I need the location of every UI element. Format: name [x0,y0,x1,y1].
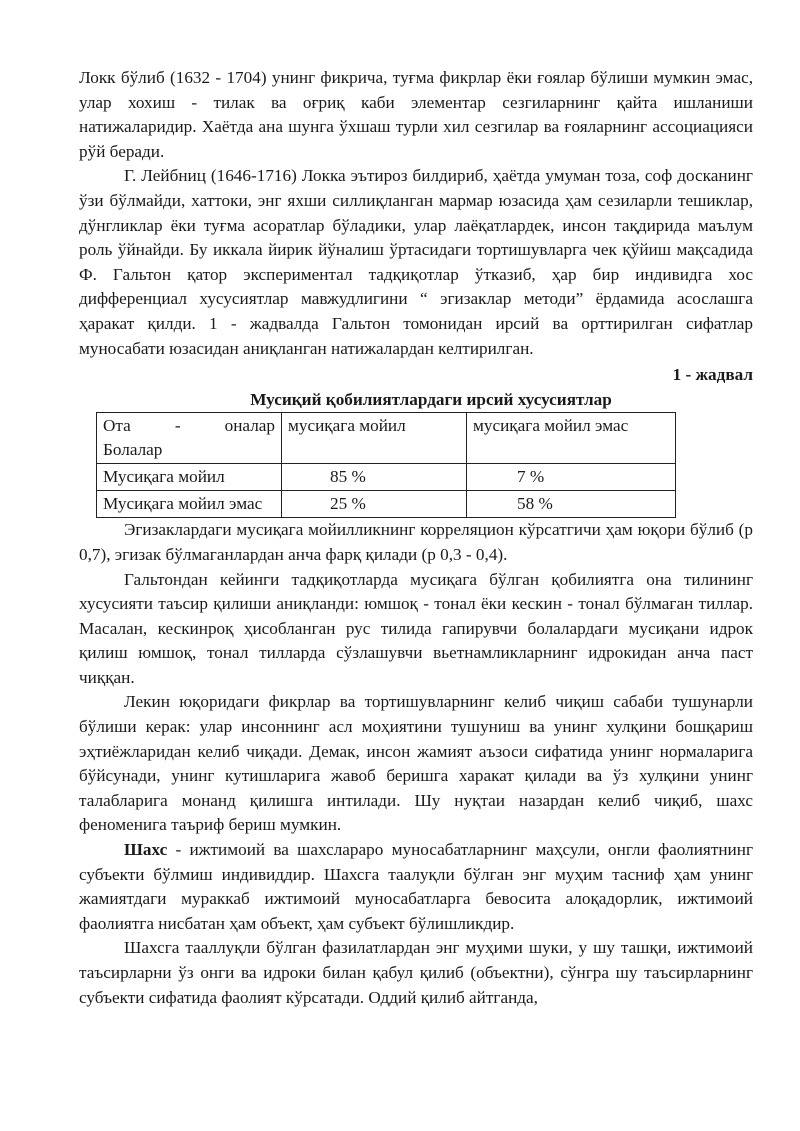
paragraph-personality-qualities: Шахсга тааллуқли бўлган фазилатлардан энг муҳими шуки, у шу ташқи, ижтимоий таъсирларни ўз онги ва идроки билан қабул қилиб (объектни), сўнгра шу таъсирларнинг субъекти сифатида фаолият кўрсатади. Оддий қилиб айтганда, [79,938,753,1007]
heredity-table [96,412,676,518]
table-row-label: Мусиқага мойил эмас [97,491,282,518]
table-number: 1 - жадвал [672,365,753,385]
paragraph-galton-followup: Гальтондан кейинги тадқиқотларда мусиқага бўлган қобилиятга она тилининг хусусияти таъсир қилиши аниқланди: юмшоқ - тонал ёки кескин - тонал бўлмаган тиллар. Масалан, кескинроқ ҳисобланган рус тилида гапирувчи болалардаги мусиқани идрок қилиш юмшоқ, тонал тилларда сўзлашувчи вьетнамликларнинг идрокидан анча паст чиққан. [79,569,753,687]
table-corner-cell [97,413,282,464]
personality-definition-text: - ижтимоий ва шахслараро муносабатларнинг маҳсули, онгли фаолиятнинг субъекти бўлмиш индивиддир. Шахсга таалуқли бўлган энг муҳим тасниф ҳам унинг жамиятдаги мураккаб ижтимоий муносабатларга бевосита алоқадорлик, ижтимоий фаолиятга нисбатан ҳам объект, ҳам субъект бўлишликдир. [79,840,753,933]
table-row [97,491,676,518]
corner-parents-label: Ота [103,416,131,436]
term-personality: Шахс [124,840,168,860]
paragraph-leibniz: Г. Лейбниц (1646-1716) Локка эътироз билдириб, ҳаётда умуман тоза, соф досканинг ўзи бўлмайди, хаттоки, энг яхши силлиқланган мармар юзасида ҳам сезиларли тешиклар, дўнгликлар ёки туғма асоратлар бўладики, улар лаёқатлардек, инсон тақдирида маълум роль ўйнайди. Бу иккала йирик йўналиш ўртасидаги тортишувларга чек қўйиш мақсадида Ф. Гальтон қатор экспериментал тадқиқотлар ўтказиб, ҳар бир индивидга хос дифференциал хусусиятлар мавжудлигини “ эгизаклар методи” ёрдамида асослашга ҳаракат қилди. 1 - жадвалда Гальтон томонидан ирсий ва орттирилган сифатлар муносабати юзасидан аниқланган натижалардан келтирилган. [79,166,753,358]
table-row-label: Мусиқага мойил [97,464,282,491]
table-header-row [97,413,676,464]
table-cell: 7 % [467,464,676,491]
table-cell: 58 % [467,491,676,518]
table-title: Мусиқий қобилиятлардаги ирсий хусусиятлар [250,389,612,409]
paragraph-reasons: Лекин юқоридаги фикрлар ва тортишувларнинг келиб чиқиш сабаби тушунарли бўлиши керак: улар инсоннинг асл моҳиятини тушуниш ва унинг хулқини бошқариш эҳтиёжларидан келиб чиқади. Демак, инсон жамият аъзоси сифатида унинг нормаларига бўйсунади, унинг кутишларига жавоб беришга харакат қилади ва ўз хулқини унинг талабларига монанд қилишга интилади. Шу нуқтаи назардан келиб чиқиб, шахс феноменига таъриф бериш мумкин. [79,692,753,835]
table-cell: 25 % [282,491,467,518]
table-cell: 85 % [282,464,467,491]
paragraph-personality-definition [79,838,753,936]
table-header-col2: мусиқага мойил эмас [467,413,676,464]
document-page [79,66,753,1010]
corner-dash: - [174,416,181,436]
table-row [97,464,676,491]
paragraph-locke: Локк бўлиб (1632 - 1704) унинг фикрича, туғма фикрлар ёки ғоялар бўлиши мумкин эмас, улар хохиш - тилак ва оғриқ каби элементар сезгиларнинг қайта ишланиши натижаларидир. Хаётда ана шунга ўхшаш турли хил сезгилар ва ғояларнинг ассоциацияси рўй беради. [79,68,753,161]
table-header-col1: мусиқага мойил [282,413,467,464]
corner-mothers-label: оналар [224,416,275,436]
paragraph-twins-correlation: Эгизаклардаги мусиқага мойилликнинг корреляцион кўрсатгичи ҳам юқори бўлиб (р 0,7), эгизак бўлмаганлардан анча фарқ қилади (р 0,3 - 0,4). [79,520,753,564]
corner-children-label: Болалар [103,440,163,460]
